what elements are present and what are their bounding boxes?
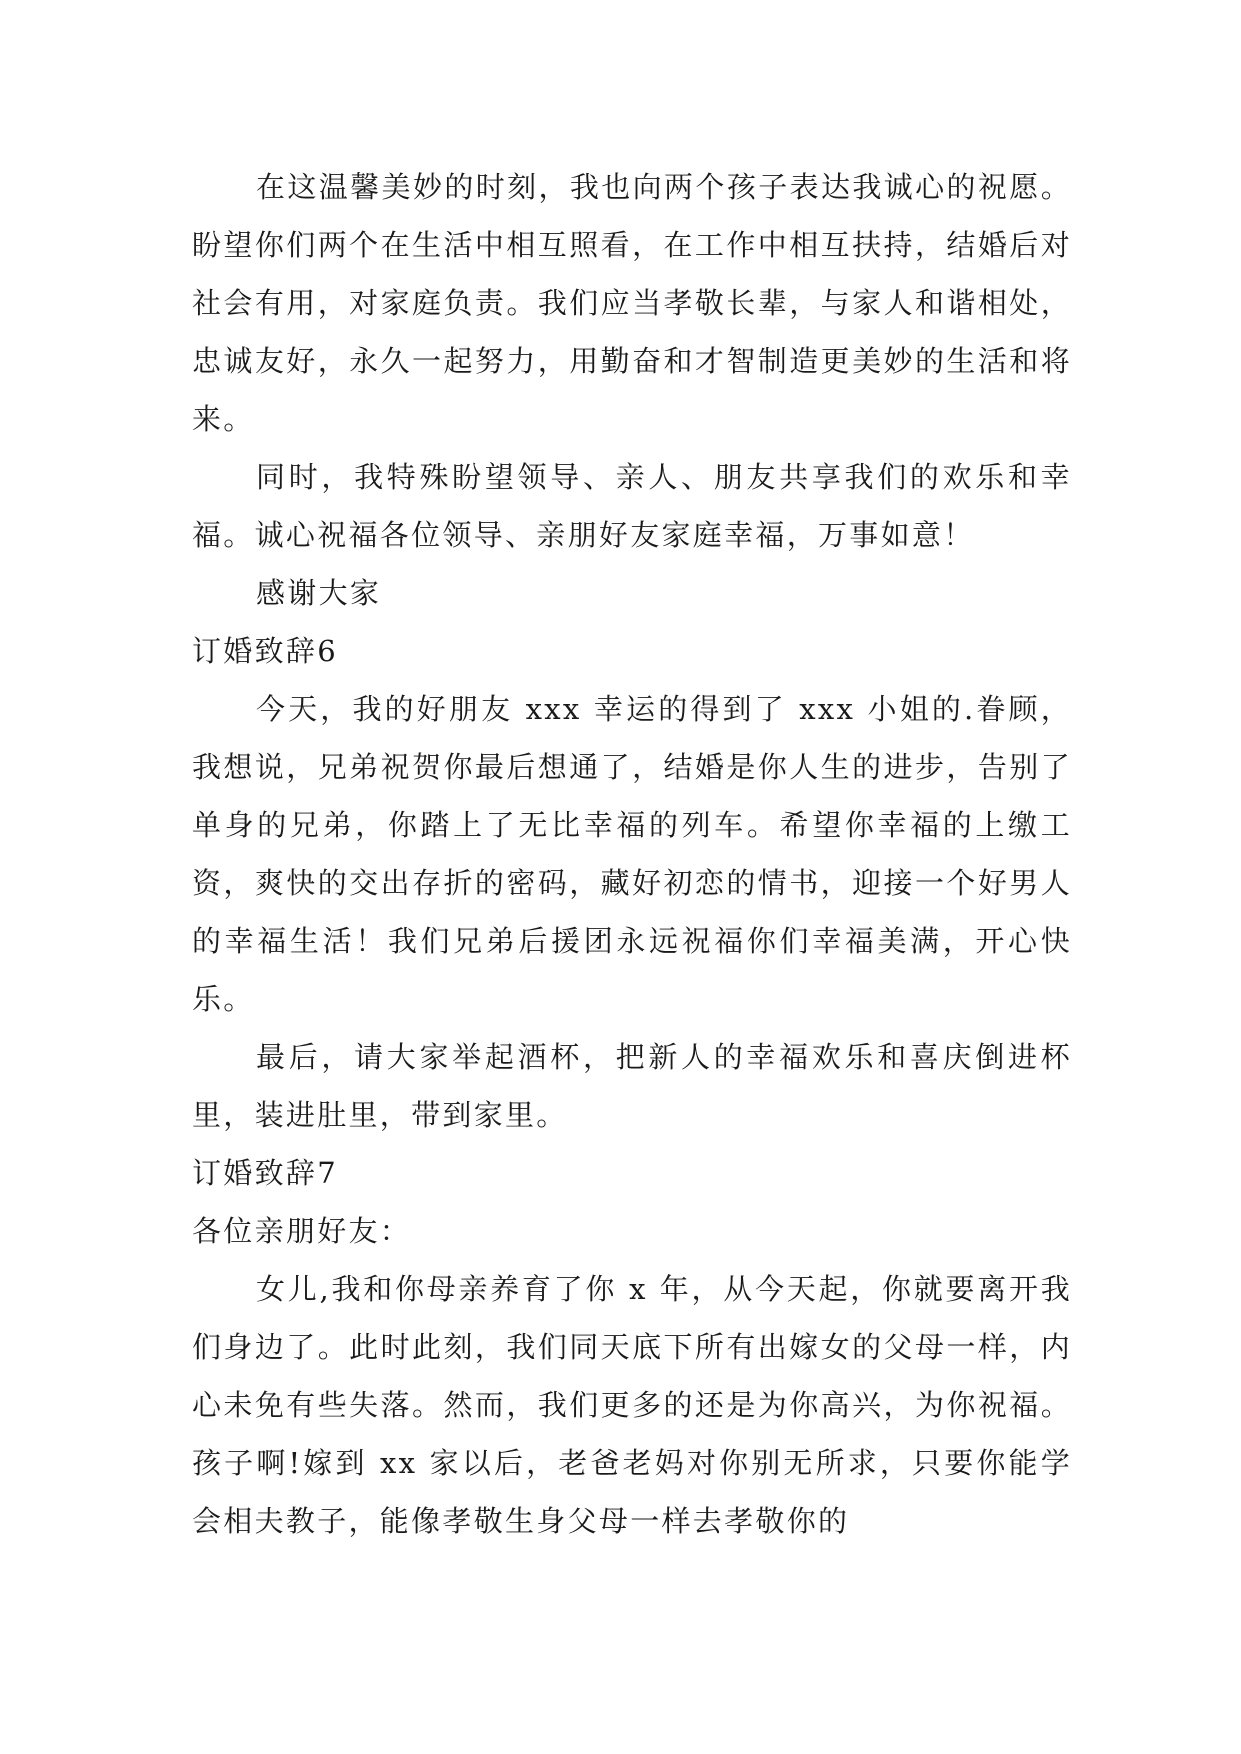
paragraph-thanks: 感谢大家 <box>256 576 382 610</box>
paragraph-friend-speech: 今天，我的好朋友 xxx 幸运的得到了 xxx 小姐的.眷顾，我想说，兄弟祝贺你最后想通了，结婚是你人生的进步，告别了单身的兄弟，你踏上了无比幸福的列车。希望你幸福的上缴工资，爽快的交出存折的密码，藏好初恋的情书，迎接一个好男人的幸福生活！我们兄弟后援团永远祝福你们幸福美满，开心快乐。 <box>192 692 1072 1016</box>
paragraph-wish: 在这温馨美妙的时刻，我也向两个孩子表达我诚心的祝愿。盼望你们两个在生活中相互照看，在工作中相互扶持，结婚后对社会有用，对家庭负责。我们应当孝敬长辈，与家人和谐相处，忠诚友好，永久一起努力，用勤奋和才智制造更美妙的生活和将来。 <box>192 170 1072 436</box>
document-body <box>192 158 1072 1550</box>
section-heading-7: 订婚致辞7 <box>192 1156 338 1190</box>
salutation: 各位亲朋好友： <box>192 1214 412 1248</box>
paragraph-share-happiness: 同时，我特殊盼望领导、亲人、朋友共享我们的欢乐和幸福。诚心祝福各位领导、亲朋好友家庭幸福，万事如意！ <box>192 460 1072 552</box>
paragraph-parent-speech: 女儿,我和你母亲养育了你 x 年，从今天起，你就要离开我们身边了。此时此刻，我们同天底下所有出嫁女的父母一样，内心未免有些失落。然而，我们更多的还是为你高兴，为你祝福。孩子啊!嫁到 xx 家以后，老爸老妈对你别无所求，只要你能学会相夫教子，能像孝敬生身父母一样去孝敬你的 <box>192 1272 1072 1538</box>
paragraph-toast: 最后，请大家举起酒杯，把新人的幸福欢乐和喜庆倒进杯里，装进肚里，带到家里。 <box>192 1040 1072 1132</box>
section-heading-6: 订婚致辞6 <box>192 634 338 668</box>
